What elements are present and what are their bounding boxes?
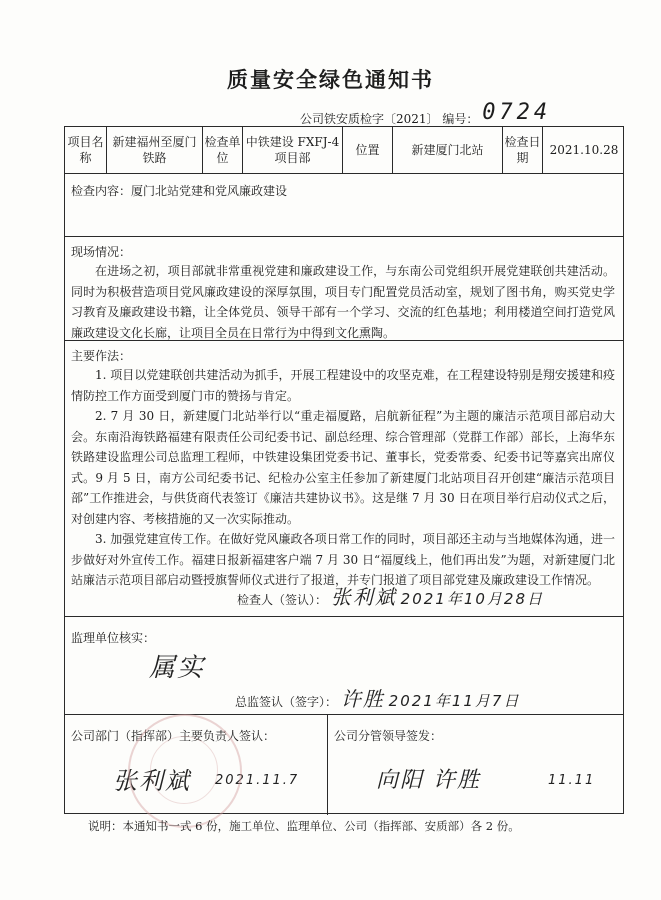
leader-signature: 向阳 许胜 <box>376 768 481 793</box>
supervision-label: 监理单位核实： <box>71 631 156 645</box>
inspector-date: 2021年10月28日 <box>400 590 545 608</box>
inspection-date-label: 检查日期 <box>503 127 543 173</box>
practice-item: 2. 7 月 30 日，新建厦门北站举行以“重走福厦路，启航新征程”为主题的廉洁示范项目部启动大会。东南沿海铁路福建有限责任公司纪委书记、副总经理、综合管理部（党群工作部）部长，上海华东铁路建设监理公司总监理工程师，中铁建设集团党委书记、董事长，党委常委、纪委书记等嘉宾出席仪式。9 月 5 日，南方公司纪委书记、纪检办公室主任参加了新建厦门北站项目召开创建“廉洁示范项目部”工作推进会，与供货商代表签订《廉洁共建协议书》。这是继 7 月 30 日在项目举行启动仪式之后，对创建内容、考核措施的又一次实际推动。 <box>71 409 615 526</box>
inspector-signature: 张利斌 <box>330 585 397 609</box>
site-situation-text: 在进场之初，项目部就非常重视党建和廉政建设工作，与东南公司党组织开展党建联创共建活动。同时为积极营造项目党风廉政建设的深厚氛围，项目专门配置党员活动室，规划了图书角，购买党史学习教育及廉政建设书籍，让全体党员、领导干部有一个学习、交流的红色基地；利用楼道空间打造党风廉政建设文化长廊，让项目全员在日常行为中得到文化熏陶。 <box>71 264 615 340</box>
chief-supervisor-signoff <box>235 683 520 712</box>
inspector-signoff <box>237 581 544 610</box>
location-label: 位置 <box>343 127 393 173</box>
location-value: 新建厦门北站 <box>393 127 503 173</box>
leader-signoff <box>328 715 625 815</box>
document-title: 质量安全绿色通知书 <box>227 68 434 92</box>
document-number-prefix: 公司铁安质检字〔2021〕 编号： <box>300 112 479 126</box>
inspection-content-section <box>65 173 623 237</box>
site-situation-text-block <box>71 261 615 343</box>
inspection-unit-value: 中铁建设 FXFJ-4 项目部 <box>243 127 343 173</box>
inspection-unit-label: 检查单位 <box>203 127 243 173</box>
site-situation-label: 现场情况： <box>71 245 132 259</box>
department-signoff <box>65 715 327 815</box>
main-practices-list <box>71 365 615 591</box>
chief-supervisor-signature: 许胜 <box>340 687 385 711</box>
leader-label: 公司分管领导签发： <box>334 729 443 743</box>
leader-date: 11.11 <box>548 773 596 788</box>
inspection-content: 检查内容：厦门北站党建和党风廉政建设 <box>71 184 288 198</box>
project-name-label: 项目名称 <box>65 127 107 173</box>
practice-item: 1. 项目以党建联创共建活动为抓手，开展工程建设中的攻坚克难，在工程建设特别是翔安援建和疫情防控工作方面受到厦门市的赞扬与肯定。 <box>71 368 615 403</box>
main-practices-section <box>65 341 623 617</box>
department-label: 公司部门（指挥部）主要负责人签认： <box>71 729 276 743</box>
site-situation-section <box>65 237 623 341</box>
footnote: 说明：本通知书一式 6 份，施工单位、监理单位、公司（指挥部、安质部）各 2 份。 <box>88 819 520 833</box>
practice-item: 3. 加强党建宣传工作。在做好党风廉政各项日常工作的同时，项目部还主动与当地媒体沟通，进一步做好对外宣传工作。福建日报新福建客户端 7 月 30 日“福厦线上，他们再出发”为题，对新建厦门北站廉洁示范项目部启动暨授旗誓师仪式进行了报道，并专门报道了项目部党建及廉政建设工作情况。 <box>71 532 615 587</box>
chief-supervisor-date: 2021年11月7日 <box>388 692 521 710</box>
supervision-section <box>65 617 623 715</box>
inspection-date-value: 2021.10.28 <box>549 143 619 157</box>
project-name-value: 新建福州至厦门铁路 <box>107 127 203 173</box>
department-date: 2021.11.7 <box>215 773 300 788</box>
inspector-label: 检查人（签认）： <box>237 593 328 607</box>
header-row <box>65 127 623 174</box>
document-number-handwritten: 0724 <box>482 100 552 125</box>
chief-supervisor-label: 总监签认（签字）： <box>235 695 338 709</box>
main-practices-label: 主要作法： <box>71 349 132 363</box>
notice-form <box>64 126 624 814</box>
department-signature: 张利斌 <box>113 767 191 795</box>
supervision-verification: 属实 <box>149 653 206 683</box>
